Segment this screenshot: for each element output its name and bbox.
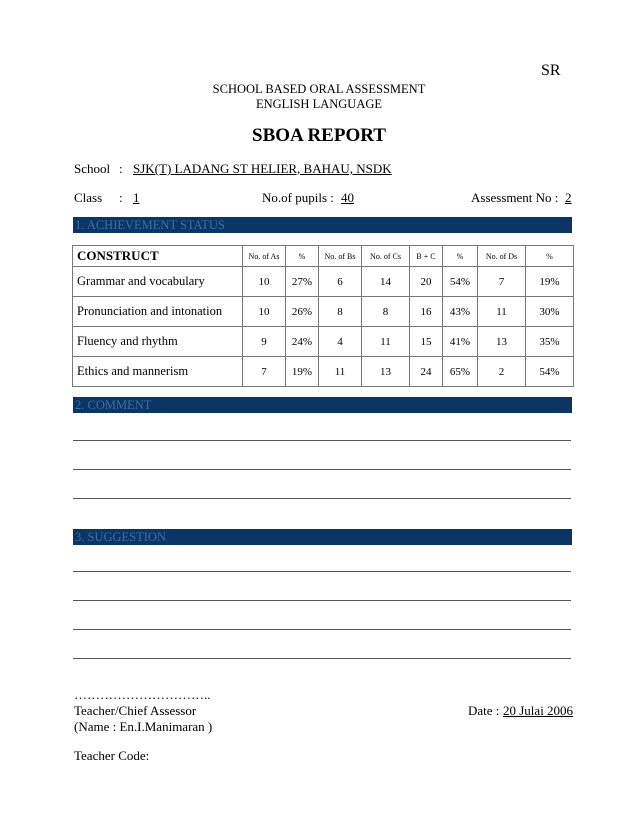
corner-code: SR: [541, 62, 561, 79]
table-cell: 8: [319, 297, 362, 327]
section-bar-achievement: 1. ACHIEVEMENT STATUS: [73, 217, 572, 233]
table-cell: 14: [362, 267, 410, 297]
date-label: Date :: [468, 703, 500, 718]
class-separator: :: [119, 190, 123, 205]
table-cell: 24: [410, 357, 443, 387]
column-header: %: [526, 246, 574, 267]
section-bar-suggestion: 3. SUGGESTION: [73, 529, 572, 545]
school-label: School: [74, 161, 111, 176]
signature-dots: …………………………..: [74, 687, 211, 702]
table-row: [73, 297, 574, 327]
table-cell: 11: [362, 327, 410, 357]
table-cell: 26%: [286, 297, 319, 327]
table-cell: 10: [243, 267, 286, 297]
report-title: SBOA REPORT: [252, 125, 386, 146]
table-row: [73, 327, 574, 357]
header-line-2: ENGLISH LANGUAGE: [255, 97, 383, 111]
table-cell: 9: [243, 327, 286, 357]
table-cell: 11: [319, 357, 362, 387]
construct-name: Grammar and vocabulary: [73, 267, 243, 297]
column-header: No. of Cs: [362, 246, 410, 267]
suggestion-line: [73, 629, 571, 630]
suggestion-line: [73, 600, 571, 601]
table-cell: 16: [410, 297, 443, 327]
table-cell: 54%: [526, 357, 574, 387]
pupils-value: 40: [341, 190, 354, 205]
table-cell: 65%: [443, 357, 478, 387]
table-cell: 8: [362, 297, 410, 327]
column-header: No. of Ds: [478, 246, 526, 267]
table-cell: 11: [478, 297, 526, 327]
column-header: %: [286, 246, 319, 267]
date-value: 20 Julai 2006: [503, 703, 574, 718]
table-cell: 43%: [443, 297, 478, 327]
table-cell: 13: [362, 357, 410, 387]
assessment-value: 2: [565, 190, 572, 205]
table-cell: 54%: [443, 267, 478, 297]
table-cell: 35%: [526, 327, 574, 357]
column-header: B + C: [410, 246, 443, 267]
comment-line: [73, 469, 571, 470]
table-cell: 6: [319, 267, 362, 297]
construct-name: Pronunciation and intonation: [73, 297, 243, 327]
achievement-table: [72, 245, 574, 387]
class-label: Class: [74, 190, 103, 205]
class-value: 1: [133, 190, 140, 205]
school-separator: :: [119, 161, 123, 176]
table-cell: 7: [478, 267, 526, 297]
column-header: %: [443, 246, 478, 267]
table-cell: 13: [478, 327, 526, 357]
table-cell: 15: [410, 327, 443, 357]
table-cell: 19%: [286, 357, 319, 387]
column-header: CONSTRUCT: [73, 246, 243, 267]
suggestion-line: [73, 571, 571, 572]
table-row: [73, 357, 574, 387]
table-row: [73, 267, 574, 297]
suggestion-line: [73, 658, 571, 659]
assessor-name: (Name : En.I.Manimaran ): [74, 719, 213, 734]
table-cell: 7: [243, 357, 286, 387]
comment-line: [73, 440, 571, 441]
header-line-1: SCHOOL BASED ORAL ASSESSMENT: [212, 82, 426, 96]
construct-name: Ethics and mannerism: [73, 357, 243, 387]
table-header-row: [73, 246, 574, 267]
table-cell: 27%: [286, 267, 319, 297]
column-header: No. of Bs: [319, 246, 362, 267]
table-cell: 2: [478, 357, 526, 387]
table-cell: 19%: [526, 267, 574, 297]
section-bar-comment: 2. COMMENT: [73, 397, 572, 413]
comment-line: [73, 498, 571, 499]
table-cell: 4: [319, 327, 362, 357]
school-value: SJK(T) LADANG ST HELIER, BAHAU, NSDK: [133, 161, 392, 176]
pupils-label: No.of pupils :: [262, 190, 334, 205]
teacher-code-label: Teacher Code:: [74, 748, 150, 763]
construct-name: Fluency and rhythm: [73, 327, 243, 357]
assessment-label: Assessment No :: [471, 190, 559, 205]
table-cell: 20: [410, 267, 443, 297]
table-cell: 10: [243, 297, 286, 327]
table-cell: 24%: [286, 327, 319, 357]
table-cell: 30%: [526, 297, 574, 327]
column-header: No. of As: [243, 246, 286, 267]
table-cell: 41%: [443, 327, 478, 357]
assessor-role: Teacher/Chief Assessor: [74, 703, 197, 718]
